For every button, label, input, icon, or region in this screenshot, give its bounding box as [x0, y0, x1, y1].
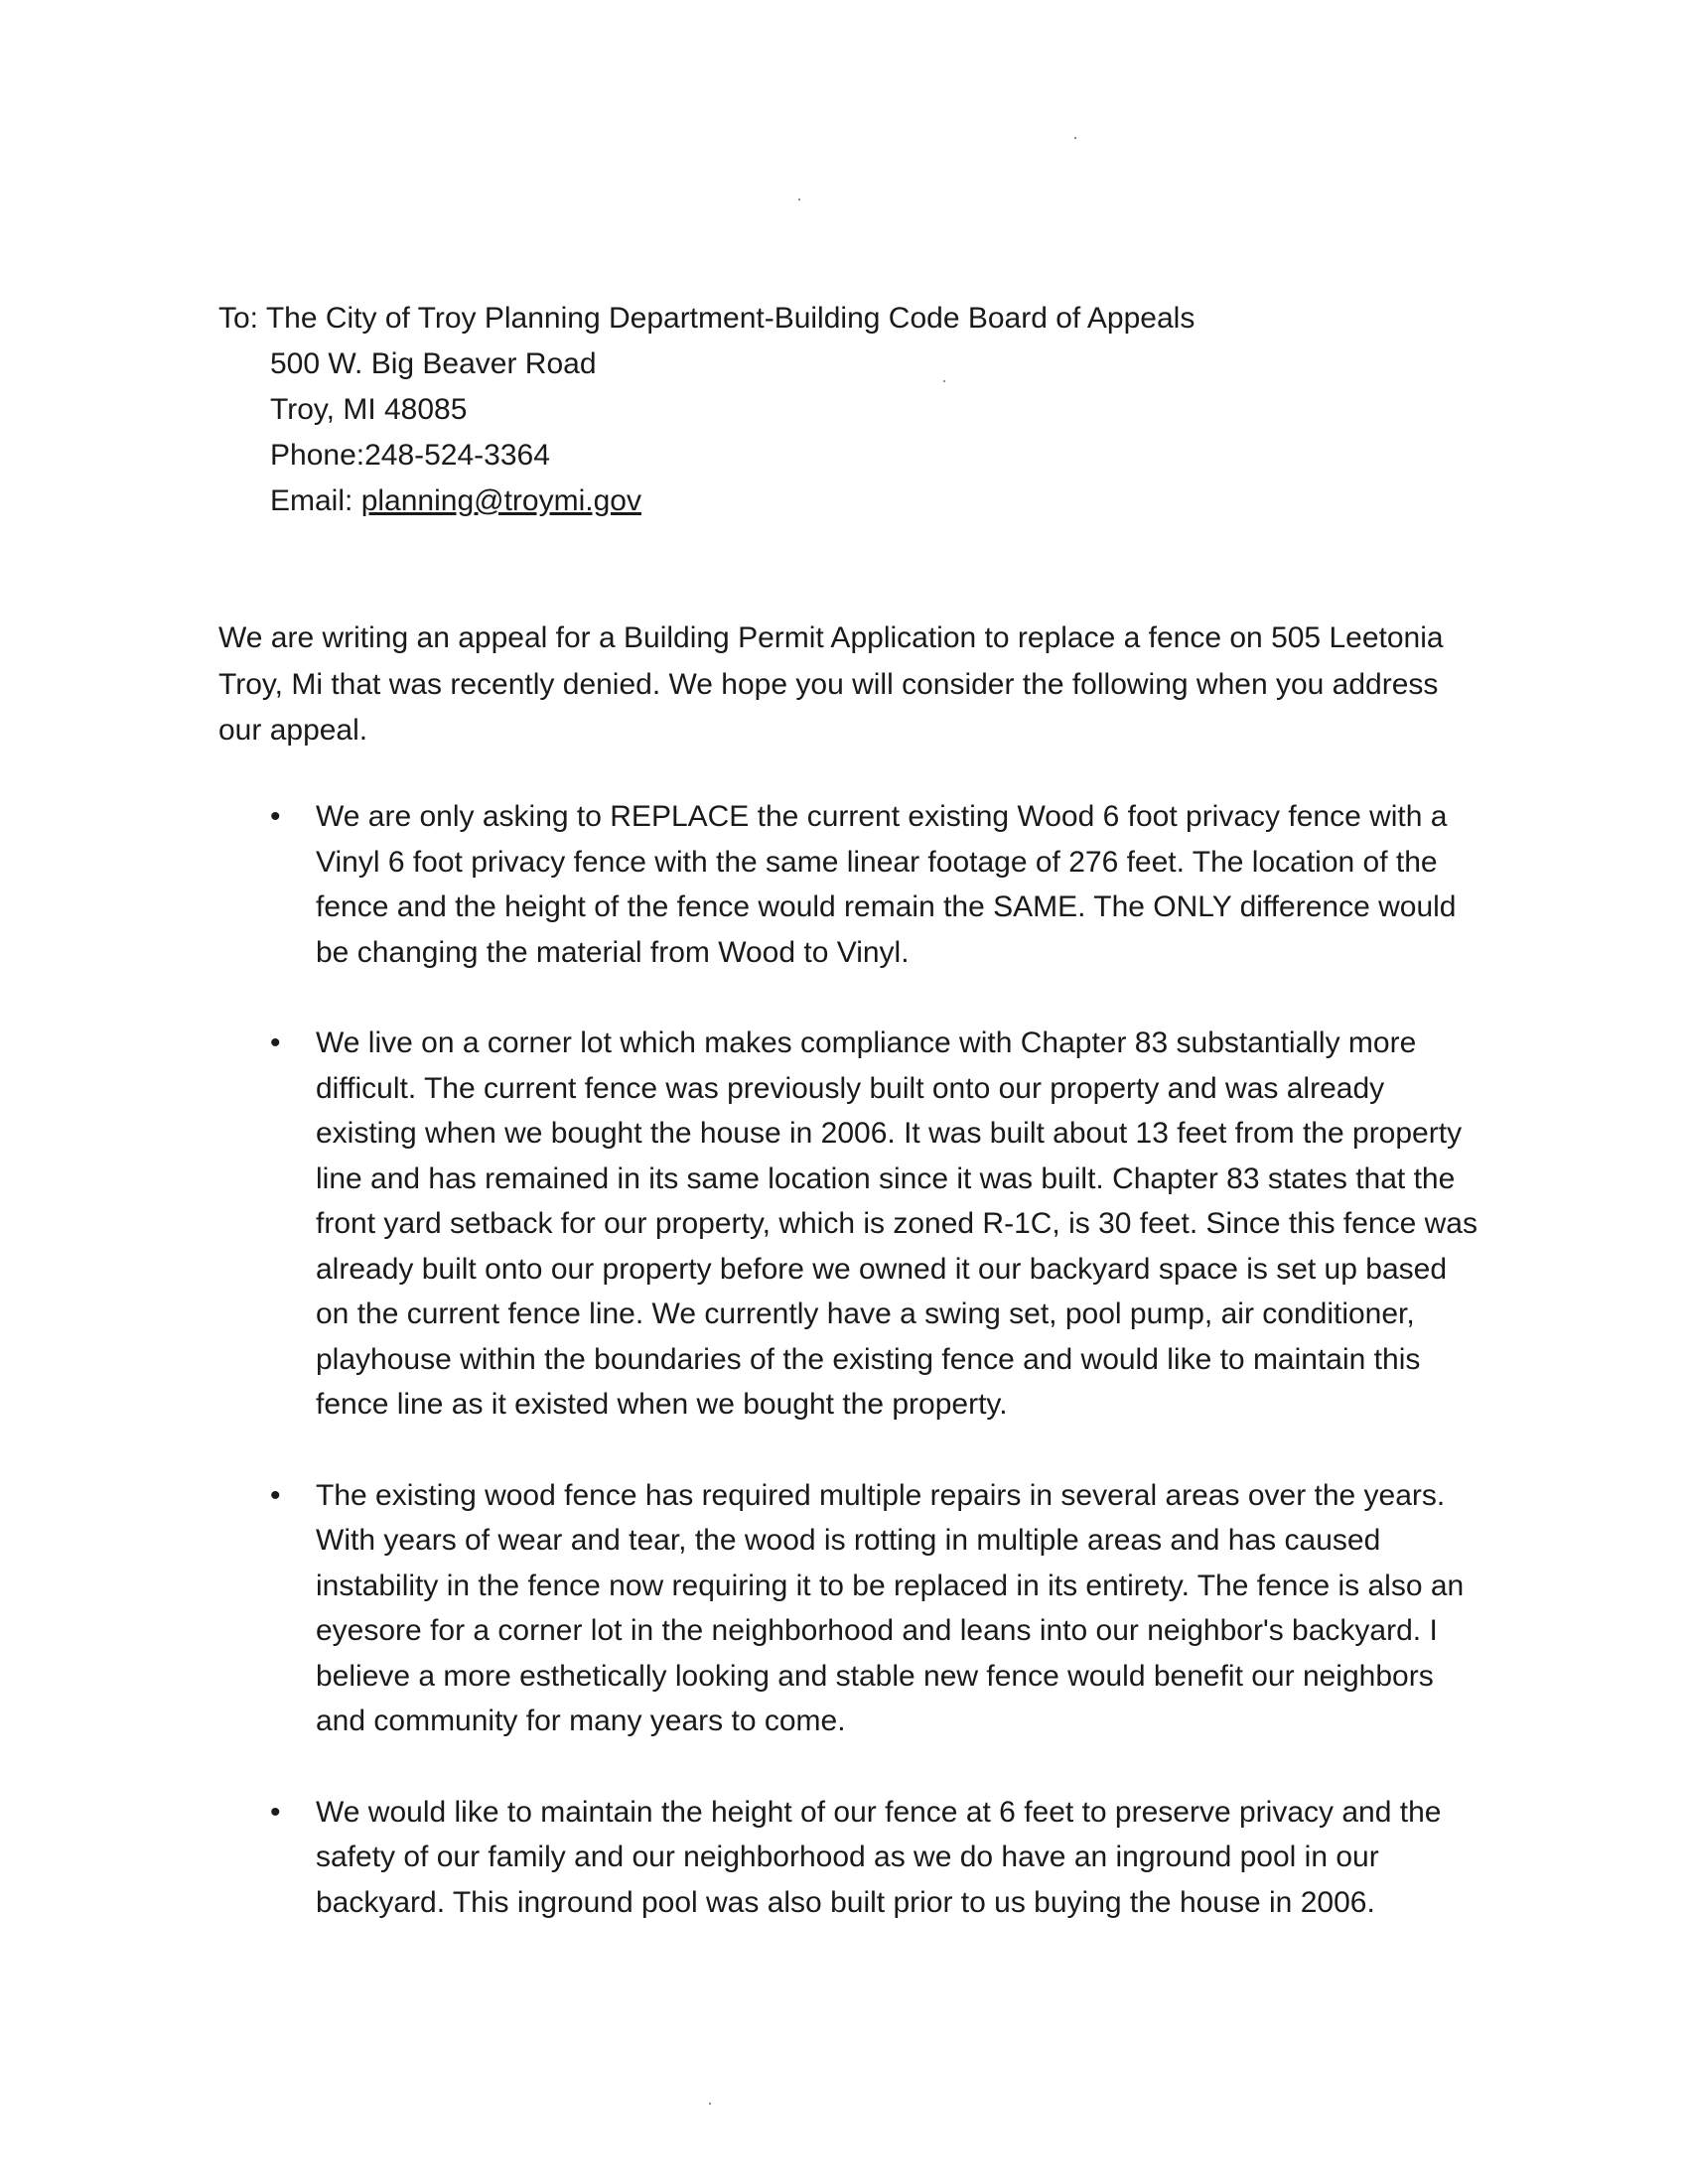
intro-paragraph: We are writing an appeal for a Building Permit Application to replace a fence on 505 Leetonia Troy, Mi that was recently denied. We hope you will consider the following when you address our appeal. [218, 621, 1444, 747]
appeal-point [266, 794, 1479, 975]
recipient-block [218, 296, 1195, 524]
appeal-point [266, 1790, 1479, 1926]
recipient-city: Troy, MI 48085 [270, 393, 468, 426]
bullet-dot: • [270, 1478, 281, 1512]
scan-speck [798, 199, 800, 201]
bullet-dot: • [270, 1795, 281, 1829]
appeal-point [266, 1473, 1479, 1744]
scan-speck [1074, 137, 1076, 139]
recipient-email-link[interactable]: planning@troymi.gov [360, 484, 641, 517]
recipient-street: 500 W. Big Beaver Road [270, 347, 597, 380]
appeal-point-text: The existing wood fence has required multiple repairs in several areas over the years. With years of wear and tear, the wood is rotting in multiple areas and has caused instability in the fence now requiring it to be replaced in its entirety. The fence is also an eyesore for a corner lot in the neighborhood and leans into our neighbor's backyard. I believe a more esthetically looking and stable new fence would benefit our neighbors and community for many years to come. [316, 1478, 1465, 1737]
recipient-email-row [218, 478, 1195, 524]
appeal-point-text: We would like to maintain the height of our fence at 6 feet to preserve privacy and the safety of our family and our neighborhood as we do have an inground pool in our backyard. This inground pool was also built prior to us buying the house in 2006. [316, 1795, 1442, 1919]
recipient-phone: Phone:248-524-3364 [270, 439, 550, 472]
appeal-point-text: We are only asking to REPLACE the current existing Wood 6 foot privacy fence with a Vinyl 6 foot privacy fence with the same linear footage of 276 feet. The location of the fence and the height of the fence would remain the SAME. The ONLY difference would be changing the material from Wood to Vinyl. [316, 800, 1457, 969]
bullet-dot: • [270, 1026, 281, 1059]
recipient-to-line: To: The City of Troy Planning Department-Building Code Board of Appeals [218, 302, 1196, 335]
appeal-point [266, 1021, 1479, 1428]
recipient-email-label: Email: [270, 484, 361, 517]
appeal-point-text: We live on a corner lot which makes compliance with Chapter 83 substantially more difficult. The current fence was previously built onto our property and was already existing when we bought the house in 2006. It was built about 13 feet from the property line and has remained in its same location since it was built. Chapter 83 states that the front yard setback for our property, which is zoned R-1C, is 30 feet. Since this fence was already built onto our property before we owned it our backyard space is set up based on the current fence line. We currently have a swing set, pool pump, air conditioner, playhouse within the boundaries of the existing fence and would like to maintain this fence line as it existed when we bought the property. [316, 1026, 1477, 1421]
bullet-dot: • [270, 800, 281, 833]
appeal-points-list [266, 794, 1479, 1971]
scan-speck [709, 2103, 711, 2105]
